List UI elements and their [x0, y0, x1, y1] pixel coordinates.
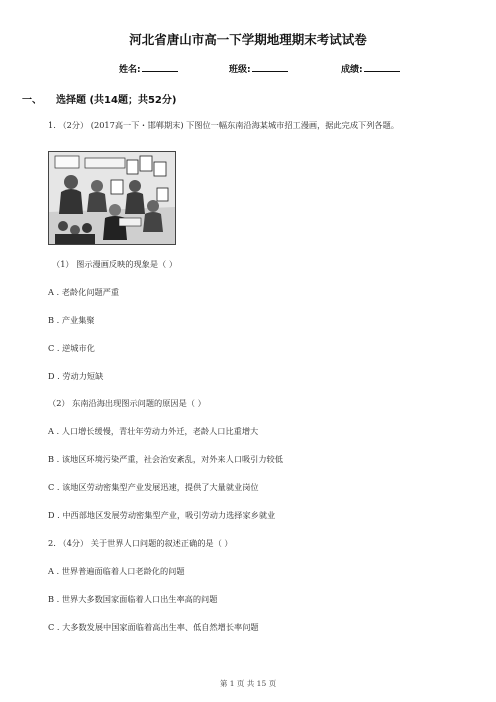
- q1-sub1-prompt: （1） 图示漫画反映的现象是（ ）: [52, 259, 178, 269]
- section-number: 一、: [22, 95, 42, 106]
- q1-sub2-option-b[interactable]: B . 该地区环境污染严重，社会治安紊乱，对外来人口吸引力较低: [48, 454, 283, 464]
- name-blank[interactable]: [142, 62, 178, 72]
- section-heading: [22, 91, 176, 106]
- q1-sub1-option-a[interactable]: A . 老龄化问题严重: [48, 287, 120, 297]
- score-label: 成绩:: [341, 65, 363, 75]
- q1-sub1-option-c[interactable]: C . 逆城市化: [48, 343, 95, 353]
- class-blank[interactable]: [252, 62, 288, 72]
- page-title: 河北省唐山市高一下学期地理期末考试试卷: [129, 32, 367, 47]
- score-blank[interactable]: [364, 62, 400, 72]
- q1-sub2-option-a[interactable]: A . 人口增长缓慢，青壮年劳动力外迁，老龄人口比重增大: [48, 426, 259, 436]
- q1-sub2-option-d[interactable]: D . 中西部地区发展劳动密集型产业，吸引劳动力选择家乡就业: [48, 510, 276, 520]
- score-field: [341, 62, 400, 75]
- q2-option-c[interactable]: C . 大多数发展中国家面临着高出生率、低自然增长率问题: [48, 622, 259, 632]
- class-field: [229, 62, 288, 75]
- q1-sub1-option-b[interactable]: B . 产业集聚: [48, 315, 95, 325]
- class-label: 班级:: [229, 65, 251, 75]
- q2-stem: 2. （4分） 关于世界人口问题的叙述正确的是（ ）: [48, 538, 233, 548]
- q1-sub1-option-d[interactable]: D . 劳动力短缺: [48, 371, 104, 381]
- section-title: 选择题 (共14题；共52分): [56, 95, 177, 106]
- cartoon-drawing: [49, 152, 175, 244]
- q1-sub2-prompt: （2） 东南沿海出现图示问题的原因是（ ）: [48, 398, 206, 408]
- page-footer: 第 1 页 共 15 页: [219, 679, 277, 688]
- q1-stem: 1. （2分） (2017高一下・邯郸期末) 下图位一幅东南沿海某城市招工漫画，据此完成下列各题。: [48, 120, 399, 130]
- name-field: [119, 62, 178, 75]
- name-label: 姓名:: [119, 65, 141, 75]
- q1-sub2-option-c[interactable]: C . 该地区劳动密集型产业发展迅速，提供了大量就业岗位: [48, 482, 259, 492]
- q2-option-a[interactable]: A . 世界普遍面临着人口老龄化的问题: [48, 566, 185, 576]
- cartoon-image: [48, 151, 176, 245]
- q2-option-b[interactable]: B . 世界大多数国家面临着人口出生率高的问题: [48, 594, 218, 604]
